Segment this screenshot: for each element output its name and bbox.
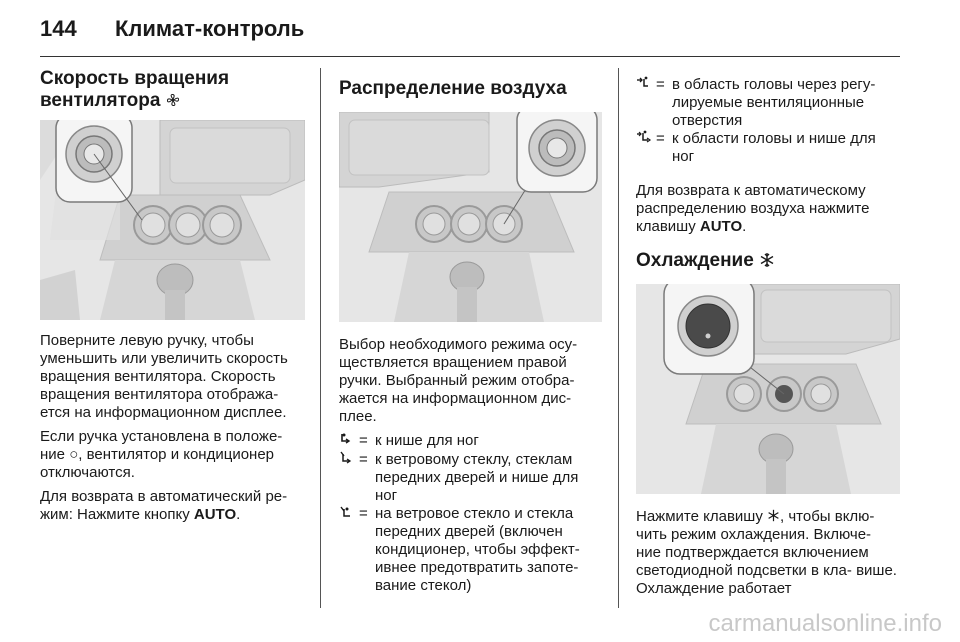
paragraph: Если ручка установлена в положе- ние ○, вентилятор и кондиционер отключаются. [40, 428, 283, 481]
page-number: 144 [40, 16, 77, 41]
windscreen-footwell-icon [339, 451, 359, 505]
air-distribution-section [339, 68, 604, 595]
list-item: = к ветровому стеклу, стеклам передних дверей и нише для ног [339, 451, 604, 505]
head-area-icon [636, 76, 656, 130]
list-item: = на ветровое стекло и стекла передних дверей (включен кондиционер, чтобы эффект- ивнее предотвратить запоте- вание стекол) [339, 505, 604, 595]
paragraph: Нажмите клавишу , чтобы вклю- чить режим охлаждения. Включе- ние подтверждается включением светодиодной подсветки в кла- више. Охлаждение работает [636, 508, 897, 597]
section-heading: Охлаждение [636, 250, 900, 272]
cooling-section [636, 76, 900, 604]
paragraph: Выбор необходимого режима осу- ществляется вращением правой ручки. Выбранный режим отобра- жается на информационном дис- плее. [339, 336, 578, 425]
off-symbol: ○ [69, 446, 79, 463]
distribution-mode-list [636, 76, 900, 166]
auto-key-label: AUTO [193, 506, 237, 523]
column-divider [618, 68, 619, 608]
paragraph: Для возврата к автоматическому распределению воздуха нажмите клавишу AUTO. [636, 182, 870, 235]
distribution-mode-list [339, 432, 604, 595]
snowflake-icon [767, 509, 780, 522]
snowflake-icon [759, 252, 775, 268]
page-title: Климат-контроль [115, 16, 305, 41]
section-heading: Скорость вращения вентилятора [40, 68, 230, 111]
paragraph: Для возврата в автоматический ре- жим: Нажмите кнопку AUTO. [40, 488, 288, 523]
column-divider [320, 68, 321, 608]
list-item: = в область головы через регу- лируемые вентиляционные отверстия [636, 76, 900, 130]
watermark: carmanualsonline.info [708, 610, 942, 637]
paragraph: Поверните левую ручку, чтобы уменьшить или увеличить скорость вращения вентилятора. Скорость вращения вентилятора отобража- ется на информационном дисплее. [40, 332, 288, 421]
fan-knob-illustration [40, 120, 305, 320]
defrost-icon [339, 505, 359, 595]
list-item: = к области головы и нише для ног [636, 130, 900, 166]
ac-button-illustration [636, 284, 900, 494]
air-distribution-knob-illustration [339, 112, 602, 322]
section-heading: Распределение воздуха [339, 78, 567, 99]
auto-key-label: AUTO [699, 218, 743, 235]
fan-speed-section [40, 68, 305, 530]
header-divider [40, 56, 900, 57]
list-item: = к нише для ног [339, 432, 604, 451]
fan-icon [166, 93, 180, 107]
head-footwell-icon [636, 130, 656, 166]
footwell-icon [339, 432, 359, 451]
